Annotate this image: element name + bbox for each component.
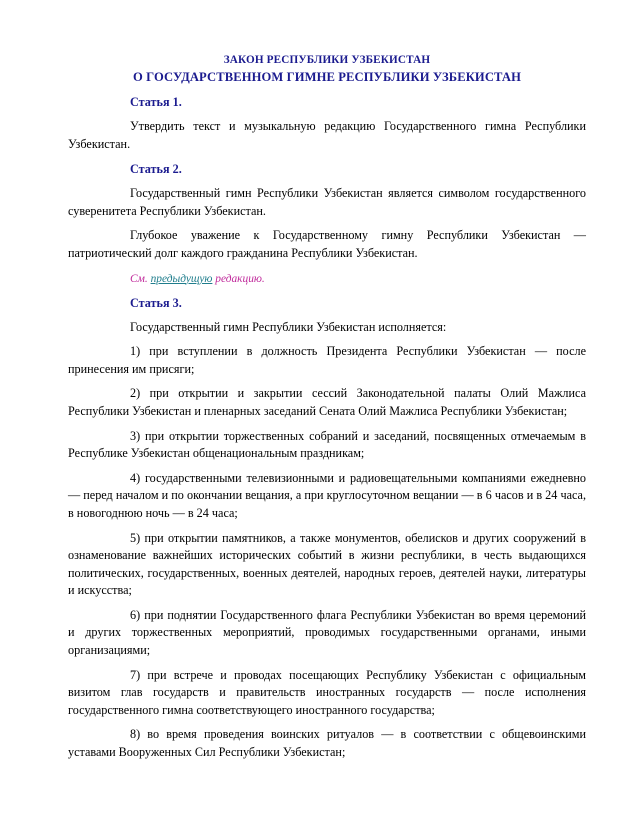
list-item: 2) при открытии и закрытии сессий Законодательной палаты Олий Мажлиса Республики Узбекистан и пленарных заседаний Сената Олий Мажлиса Республики Узбекистан; [68, 386, 586, 418]
article-heading-3: Статья 3. [130, 295, 182, 310]
list-item: 3) при открытии торжественных собраний и заседаний, посвященных отмечаемым в Республике Узбекистан общенациональным праздникам; [68, 428, 586, 461]
article-paragraph: Глубокое уважение к Государственному гимну Республики Узбекистан — патриотический долг каждого гражданина Республики Узбекистан. [68, 228, 586, 260]
article-paragraph: Государственный гимн Республики Узбекистан исполняется: [130, 319, 447, 334]
article-paragraph: Государственный гимн Республики Узбекистан является символом государственного суверенитета Республики Узбекистан. [68, 186, 586, 218]
list-item: 1) при вступлении в должность Президента Республики Узбекистан — после принесения им присяги; [68, 344, 586, 376]
document-title-line-2: О ГОСУДАРСТВЕННОМ ГИМНЕ РЕСПУБЛИКИ УЗБЕКИСТАН [133, 70, 521, 84]
revision-note [68, 271, 586, 287]
list-item: 7) при встрече и проводах посещающих Республику Узбекистан с официальным визитом глав государств и правительств иностранных государств — после исполнения государственного гимна соответствующего иностранного государства; [68, 667, 586, 717]
list-item: 6) при поднятии Государственного флага Республики Узбекистан во время церемоний и других торжественных мероприятий, проводимых государственными органами, иными организациями; [68, 607, 586, 658]
revision-note-suffix: редакцию. [212, 272, 265, 285]
article-paragraph: Утвердить текст и музыкальную редакцию Государственного гимна Республики Узбекистан. [68, 119, 586, 151]
previous-revision-link[interactable]: предыдущую [150, 272, 213, 285]
document-title-line-1: ЗАКОН РЕСПУБЛИКИ УЗБЕКИСТАН [223, 54, 431, 66]
article-heading-2: Статья 2. [130, 162, 182, 177]
article-heading-1: Статья 1. [130, 95, 182, 109]
revision-note-prefix: См. [130, 272, 151, 285]
list-item: 5) при открытии памятников, а также монументов, обелисков и других сооружений в ознаменование важнейших исторических событий в жизни республики, в честь выдающихся политических, государственных, военных деятелей, народных героев, деятелей науки, литературы и искусства; [68, 530, 586, 598]
list-item: 8) во время проведения воинских ритуалов — в соответствии с общевоинскими уставами Вооруженных Сил Республики Узбекистан; [68, 727, 586, 760]
list-item: 4) государственными телевизионными и радиовещательными компаниями ежедневно — перед началом и по окончании вещания, а при круглосуточном вещании — в 6 часов и в 24 часа, в новогоднюю ночь — в 24 часа; [68, 470, 586, 520]
